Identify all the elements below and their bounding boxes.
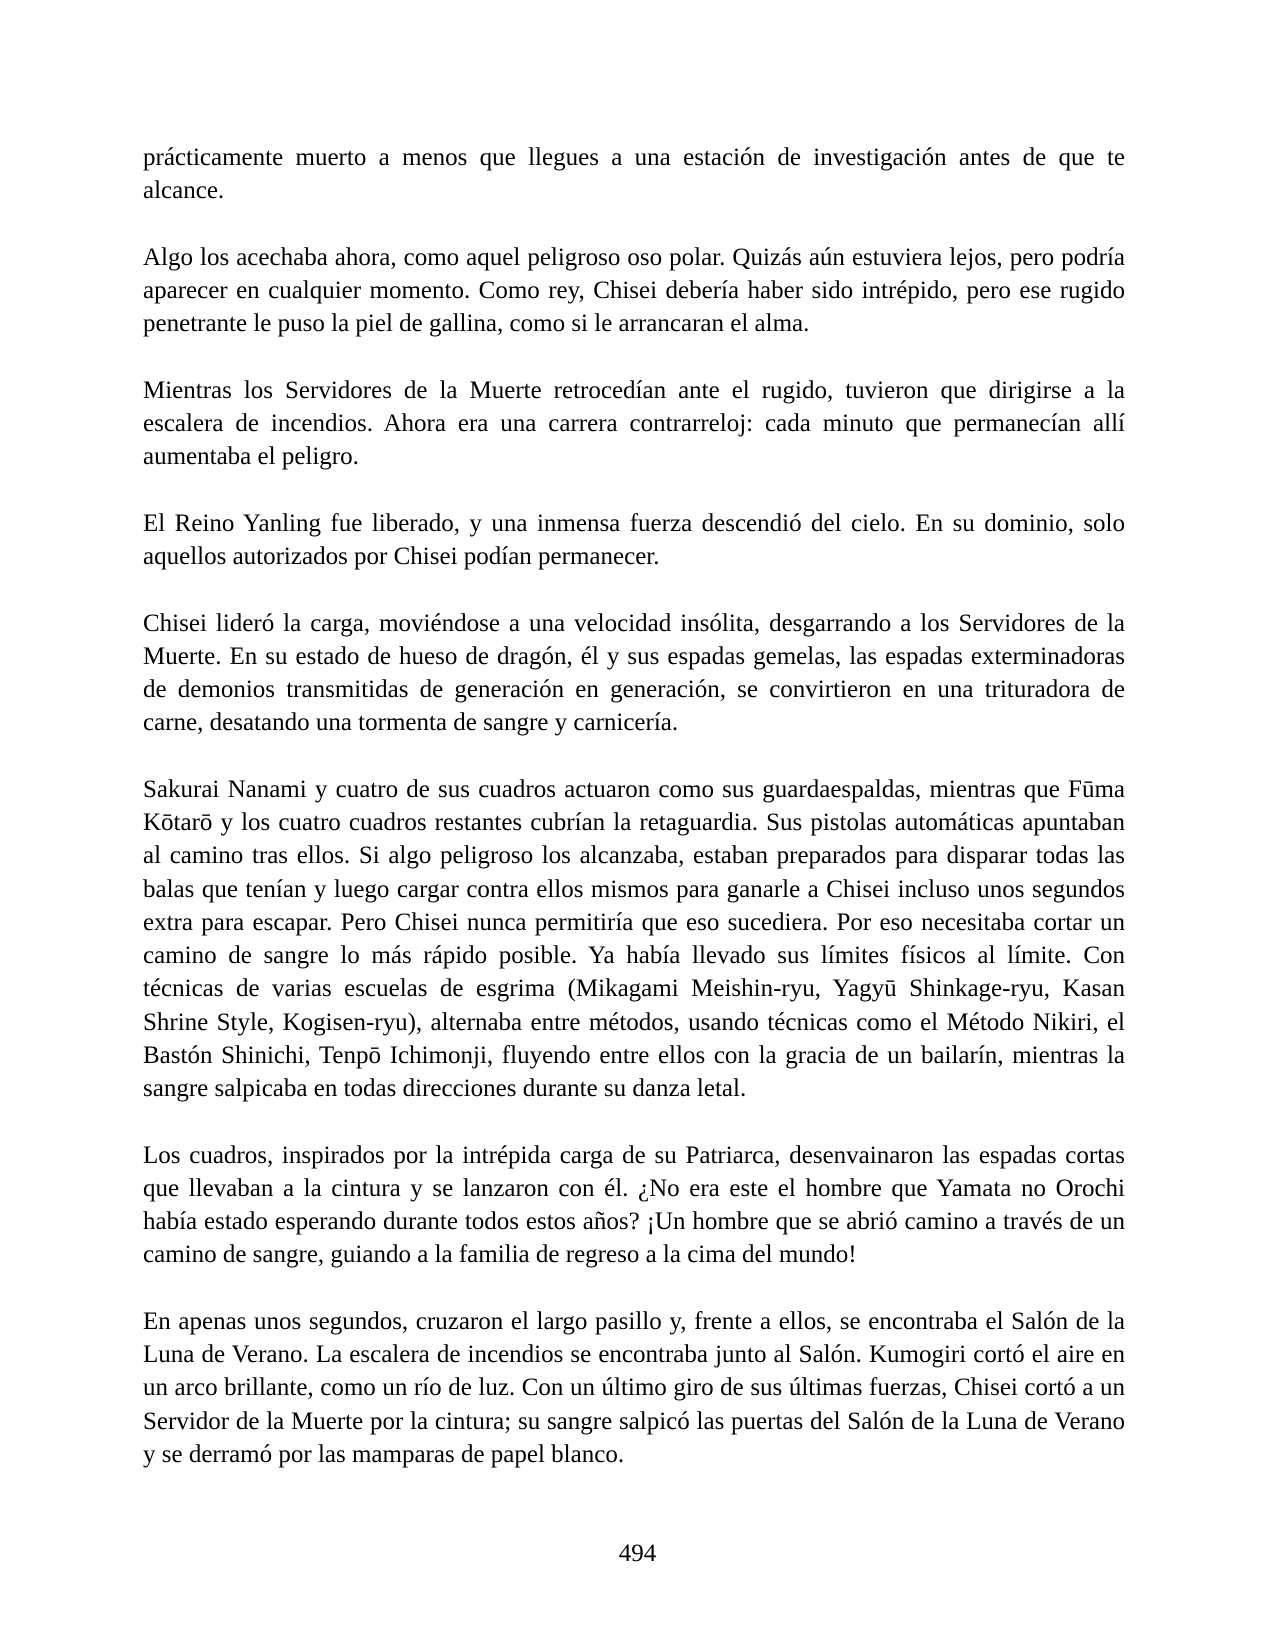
- paragraph: Los cuadros, inspirados por la intrépida carga de su Patriarca, desenvainaron las espadas cortas que llevaban a la cintura y se lanzaron con él. ¿No era este el hombre que Yamata no Orochi había estado esperando durante todos estos años? ¡Un hombre que se abrió camino a través de un camino de sangre, guiando a la familia de regreso a la cima del mundo!: [143, 1141, 1125, 1269]
- page-number: 494: [618, 1540, 657, 1567]
- paragraph: Sakurai Nanami y cuatro de sus cuadros actuaron como sus guardaespaldas, mientras que Fūma Kōtarō y los cuatro cuadros restantes cubrían la retaguardia. Sus pistolas automáticas apuntaban al camino tras ellos. Si algo peligroso los alcanzaba, estaban preparados para disparar todas las balas que tenían y luego cargar contra ellos mismos para ganarle a Chisei incluso unos segundos extra para escapar. Pero Chisei nunca permitiría que eso sucediera. Por eso necesitaba cortar un camino de sangre lo más rápido posible. Ya había llevado sus límites físicos al límite. Con técnicas de varias escuelas de esgrima (Mikagami Meishin-ryu, Yagyū Shinkage-ryu, Kasan Shrine Style, Kogisen-ryu), alternaba entre métodos, usando técnicas como el Método Nikiri, el Bastón Shinichi, Tenpō Ichimonji, fluyendo entre ellos con la gracia de un bailarín, mientras la sangre salpicaba en todas direcciones durante su danza letal.: [143, 775, 1125, 1102]
- paragraph: En apenas unos segundos, cruzaron el largo pasillo y, frente a ellos, se encontraba el Salón de la Luna de Verano. La escalera de incendios se encontraba junto al Salón. Kumogiri cortó el aire en un arco brillante, como un río de luz. Con un último giro de sus últimas fuerzas, Chisei cortó a un Servidor de la Muerte por la cintura; su sangre salpicó las puertas del Salón de la Luna de Verano y se derramó por las mamparas de papel blanco.: [143, 1307, 1125, 1468]
- page-body-text: [143, 141, 1125, 1504]
- paragraph: Chisei lideró la carga, moviéndose a una velocidad insólita, desgarrando a los Servidores de la Muerte. En su estado de hueso de dragón, él y sus espadas gemelas, las espadas exterminadoras de demonios transmitidas de generación en generación, se convirtieron en una trituradora de carne, desatando una tormenta de sangre y carnicería.: [143, 609, 1125, 737]
- paragraph: Algo los acechaba ahora, como aquel peligroso oso polar. Quizás aún estuviera lejos, pero podría aparecer en cualquier momento. Como rey, Chisei debería haber sido intrépido, pero ese rugido penetrante le puso la piel de gallina, como si le arrancaran el alma.: [143, 243, 1125, 338]
- paragraph: prácticamente muerto a menos que llegues a una estación de investigación antes de que te alcance.: [143, 144, 1125, 205]
- paragraph: Mientras los Servidores de la Muerte retrocedían ante el rugido, tuvieron que dirigirse a la escalera de incendios. Ahora era una carrera contrarreloj: cada minuto que permanecían allí aumentaba el peligro.: [143, 376, 1125, 471]
- paragraph: El Reino Yanling fue liberado, y una inmensa fuerza descendió del cielo. En su dominio, solo aquellos autorizados por Chisei podían permanecer.: [143, 509, 1125, 570]
